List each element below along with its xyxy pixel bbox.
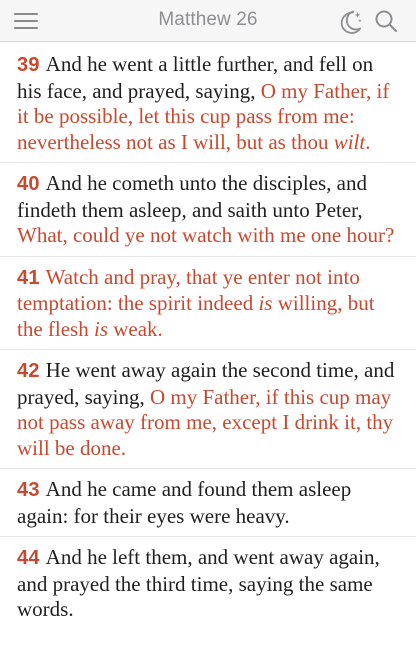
verse-item[interactable] bbox=[0, 265, 416, 343]
verse-divider bbox=[0, 162, 416, 163]
words-of-jesus-italic-text: is bbox=[258, 291, 273, 315]
verse-number: 41 bbox=[17, 266, 40, 289]
chapter-content bbox=[0, 42, 416, 650]
words-of-jesus-text: O my Father, if this cup may not pass away from me, except I drink it, thy will be done. bbox=[17, 384, 394, 460]
verse-number: 39 bbox=[17, 54, 40, 76]
words-of-jesus-italic-text: is bbox=[93, 316, 108, 341]
verse-item[interactable] bbox=[0, 171, 416, 249]
words-of-jesus-italic-text: wilt bbox=[333, 129, 366, 154]
verse-item[interactable] bbox=[0, 42, 416, 155]
moon-star-svg bbox=[337, 7, 365, 35]
verse-text: And he cometh unto the disciples, and findeth them asleep, and saith unto Peter, bbox=[17, 171, 368, 222]
words-of-jesus-text: What, could ye not watch with me one hour? bbox=[17, 223, 395, 247]
verse-divider bbox=[0, 349, 416, 350]
words-of-jesus-text: Watch and pray, that ye enter not into temptation: the spirit indeed bbox=[17, 264, 360, 315]
verse-item[interactable] bbox=[0, 545, 416, 623]
verse-item[interactable] bbox=[0, 477, 416, 529]
top-navigation-bar bbox=[0, 0, 416, 42]
search-icon[interactable] bbox=[372, 7, 400, 35]
words-of-jesus-text: weak. bbox=[108, 316, 163, 341]
verse-number: 40 bbox=[17, 173, 40, 195]
verse-text: And he came and found them asleep again: for their eyes were heavy. bbox=[17, 477, 352, 528]
verse-list bbox=[0, 42, 416, 623]
page-title[interactable]: Matthew 26 bbox=[158, 9, 258, 30]
verse-text: And he went a little further, and fell on his face, and prayed, saying, bbox=[17, 52, 374, 103]
verse-divider bbox=[0, 256, 416, 257]
moon-star-icon[interactable] bbox=[337, 7, 365, 35]
words-of-jesus-text: O my Father, if it be possible, let this cup pass from me: nevertheless not as I will, but as thou bbox=[17, 78, 390, 154]
search-svg bbox=[372, 7, 400, 35]
verse-number: 44 bbox=[17, 547, 40, 569]
words-of-jesus-text: . bbox=[365, 129, 371, 154]
verse-text: He went away again the second time, and prayed, saying, bbox=[17, 358, 395, 409]
verse-number: 42 bbox=[17, 360, 40, 382]
verse-divider bbox=[0, 536, 416, 537]
verse-number: 43 bbox=[17, 479, 40, 501]
verse-item[interactable] bbox=[0, 358, 416, 461]
verse-divider bbox=[0, 468, 416, 469]
verse-text: And he left them, and went away again, and prayed the third time, saying the same words. bbox=[17, 545, 380, 621]
words-of-jesus-text: willing, but the flesh bbox=[17, 291, 375, 341]
